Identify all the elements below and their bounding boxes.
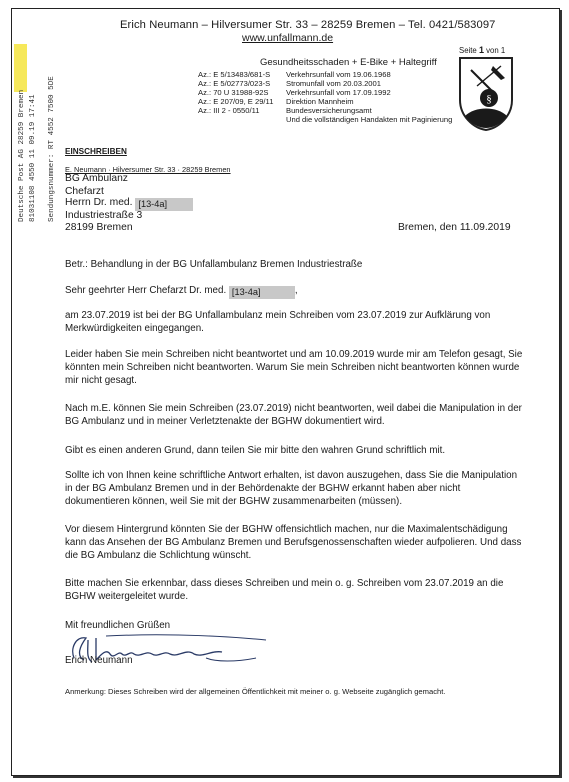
paragraph: Nach m.E. können Sie mein Schreiben (23.07.2019) nicht beantworten, weil dabei die Manipulation in der BG Ambulanz und in meiner Verletztenakte der BGHW dokumentiert wird. — [65, 403, 522, 427]
recipient-line: Herrn Dr. med. [13-4a] — [65, 197, 193, 211]
page-indicator: Seite 1 von 1 — [459, 45, 506, 55]
paragraph: Gibt es einen anderen Grund, dann teilen Sie mir bitte den wahren Grund schriftlich mit. — [65, 445, 446, 456]
recipient-line: Chefarzt — [65, 186, 104, 197]
redaction-box: [13-4a] — [135, 198, 193, 211]
subject-line: Betr.: Behandlung in der BG Unfallambulanz Bremen Industriestraße — [65, 259, 363, 270]
salutation: Sehr geehrter Herr Chefarzt Dr. med. [13-4a] , — [65, 285, 298, 297]
reference-line: Az.: E 5/02773/023-S Stromunfall vom 20.03.2001 — [198, 79, 381, 88]
reference-line: Az.: E 5/13483/681-S Verkehrsunfall vom 19.06.1968 — [198, 70, 391, 79]
svg-text:§: § — [486, 93, 492, 105]
paragraph: Vor diesem Hintergrund könnten Sie der BGHW offensichtlich machen, nur die Maximalentschädigung kann das Ansehen der BG Ambulanz Bremen und Berufsgenossenschaften wieder aufpolieren. Und dass die BG Ambulanz die Schlichtung wünscht. — [65, 524, 522, 561]
redaction-box: [13-4a] — [229, 286, 295, 299]
paragraph: Leider haben Sie mein Schreiben nicht beantwortet und am 10.09.2019 wurde mir am Telefon gesagt, Sie könnten mein Schreiben nicht beantworten. Warum Sie mein Schreiben nicht beantworten können wurde mir nicht gesagt. — [65, 349, 523, 386]
return-address: E. Neumann · Hilversumer Str. 33 · 28259 Bremen — [65, 165, 231, 174]
place-date: Bremen, den 11.09.2019 — [398, 222, 511, 233]
recipient-line: BG Ambulanz — [65, 173, 128, 184]
paragraph: Bitte machen Sie erkennbar, dass dieses Schreiben und mein o. g. Schreiben vom 23.07.2019 an die BGHW weitergeleitet wurde. — [65, 578, 504, 602]
closing: Mit freundlichen Grüßen — [65, 620, 171, 631]
signer-name: Erich Neumann — [65, 655, 133, 666]
footnote: Anmerkung: Dieses Schreiben wird der allgemeinen Öffentlichkeit mit meiner o. g. Webseite zugänglich gemacht. — [65, 687, 446, 696]
letterhead-sender-line: Erich Neumann – Hilversumer Str. 33 – 28259 Bremen – Tel. 0421/583097 — [120, 19, 496, 31]
reference-line: Az.: E 207/09, E 29/11 Direktion Mannheim — [198, 97, 354, 106]
reference-line: Az.: 70 U 31988-92S Verkehrsunfall vom 17.09.1992 — [198, 88, 391, 97]
reference-line: Az.: III 2 - 0550/11 Bundesversicherungsamt — [198, 106, 372, 115]
letterhead-topic: Gesundheitsschaden + E-Bike + Haltegriff — [260, 57, 437, 68]
reference-line: Und die vollständigen Handakten mit Paginierung — [286, 115, 453, 124]
delivery-type: EINSCHREIBEN — [65, 147, 127, 156]
paragraph: Sollte ich von Ihnen keine schriftliche Antwort erhalten, ist davon auszugehen, dass Sie die Manipulation in der BG Ambulanz Bremen und in der Behördenakte der BGHW erkannt haben aber nicht dokumentieren können, weil Sie mit der BGHW zusammenarbeiten (müssen). — [65, 470, 518, 507]
postal-stamp: Deutsche Post AG 28259 Bremen 81031108 4550 11 09.19 17:41 Sendungsnummer: RT 4552 7500 5DE — [18, 76, 56, 222]
website-link[interactable]: www.unfallmann.de — [242, 32, 334, 44]
emblem-logo — [457, 56, 515, 132]
paragraph: am 23.07.2019 ist bei der BG Unfallambulanz mein Schreiben vom 23.07.2019 zur Aufklärung von Merkwürdigkeiten eingegangen. — [65, 310, 491, 334]
recipient-line: 28199 Bremen — [65, 222, 133, 233]
recipient-line: Industriestraße 3 — [65, 210, 143, 221]
